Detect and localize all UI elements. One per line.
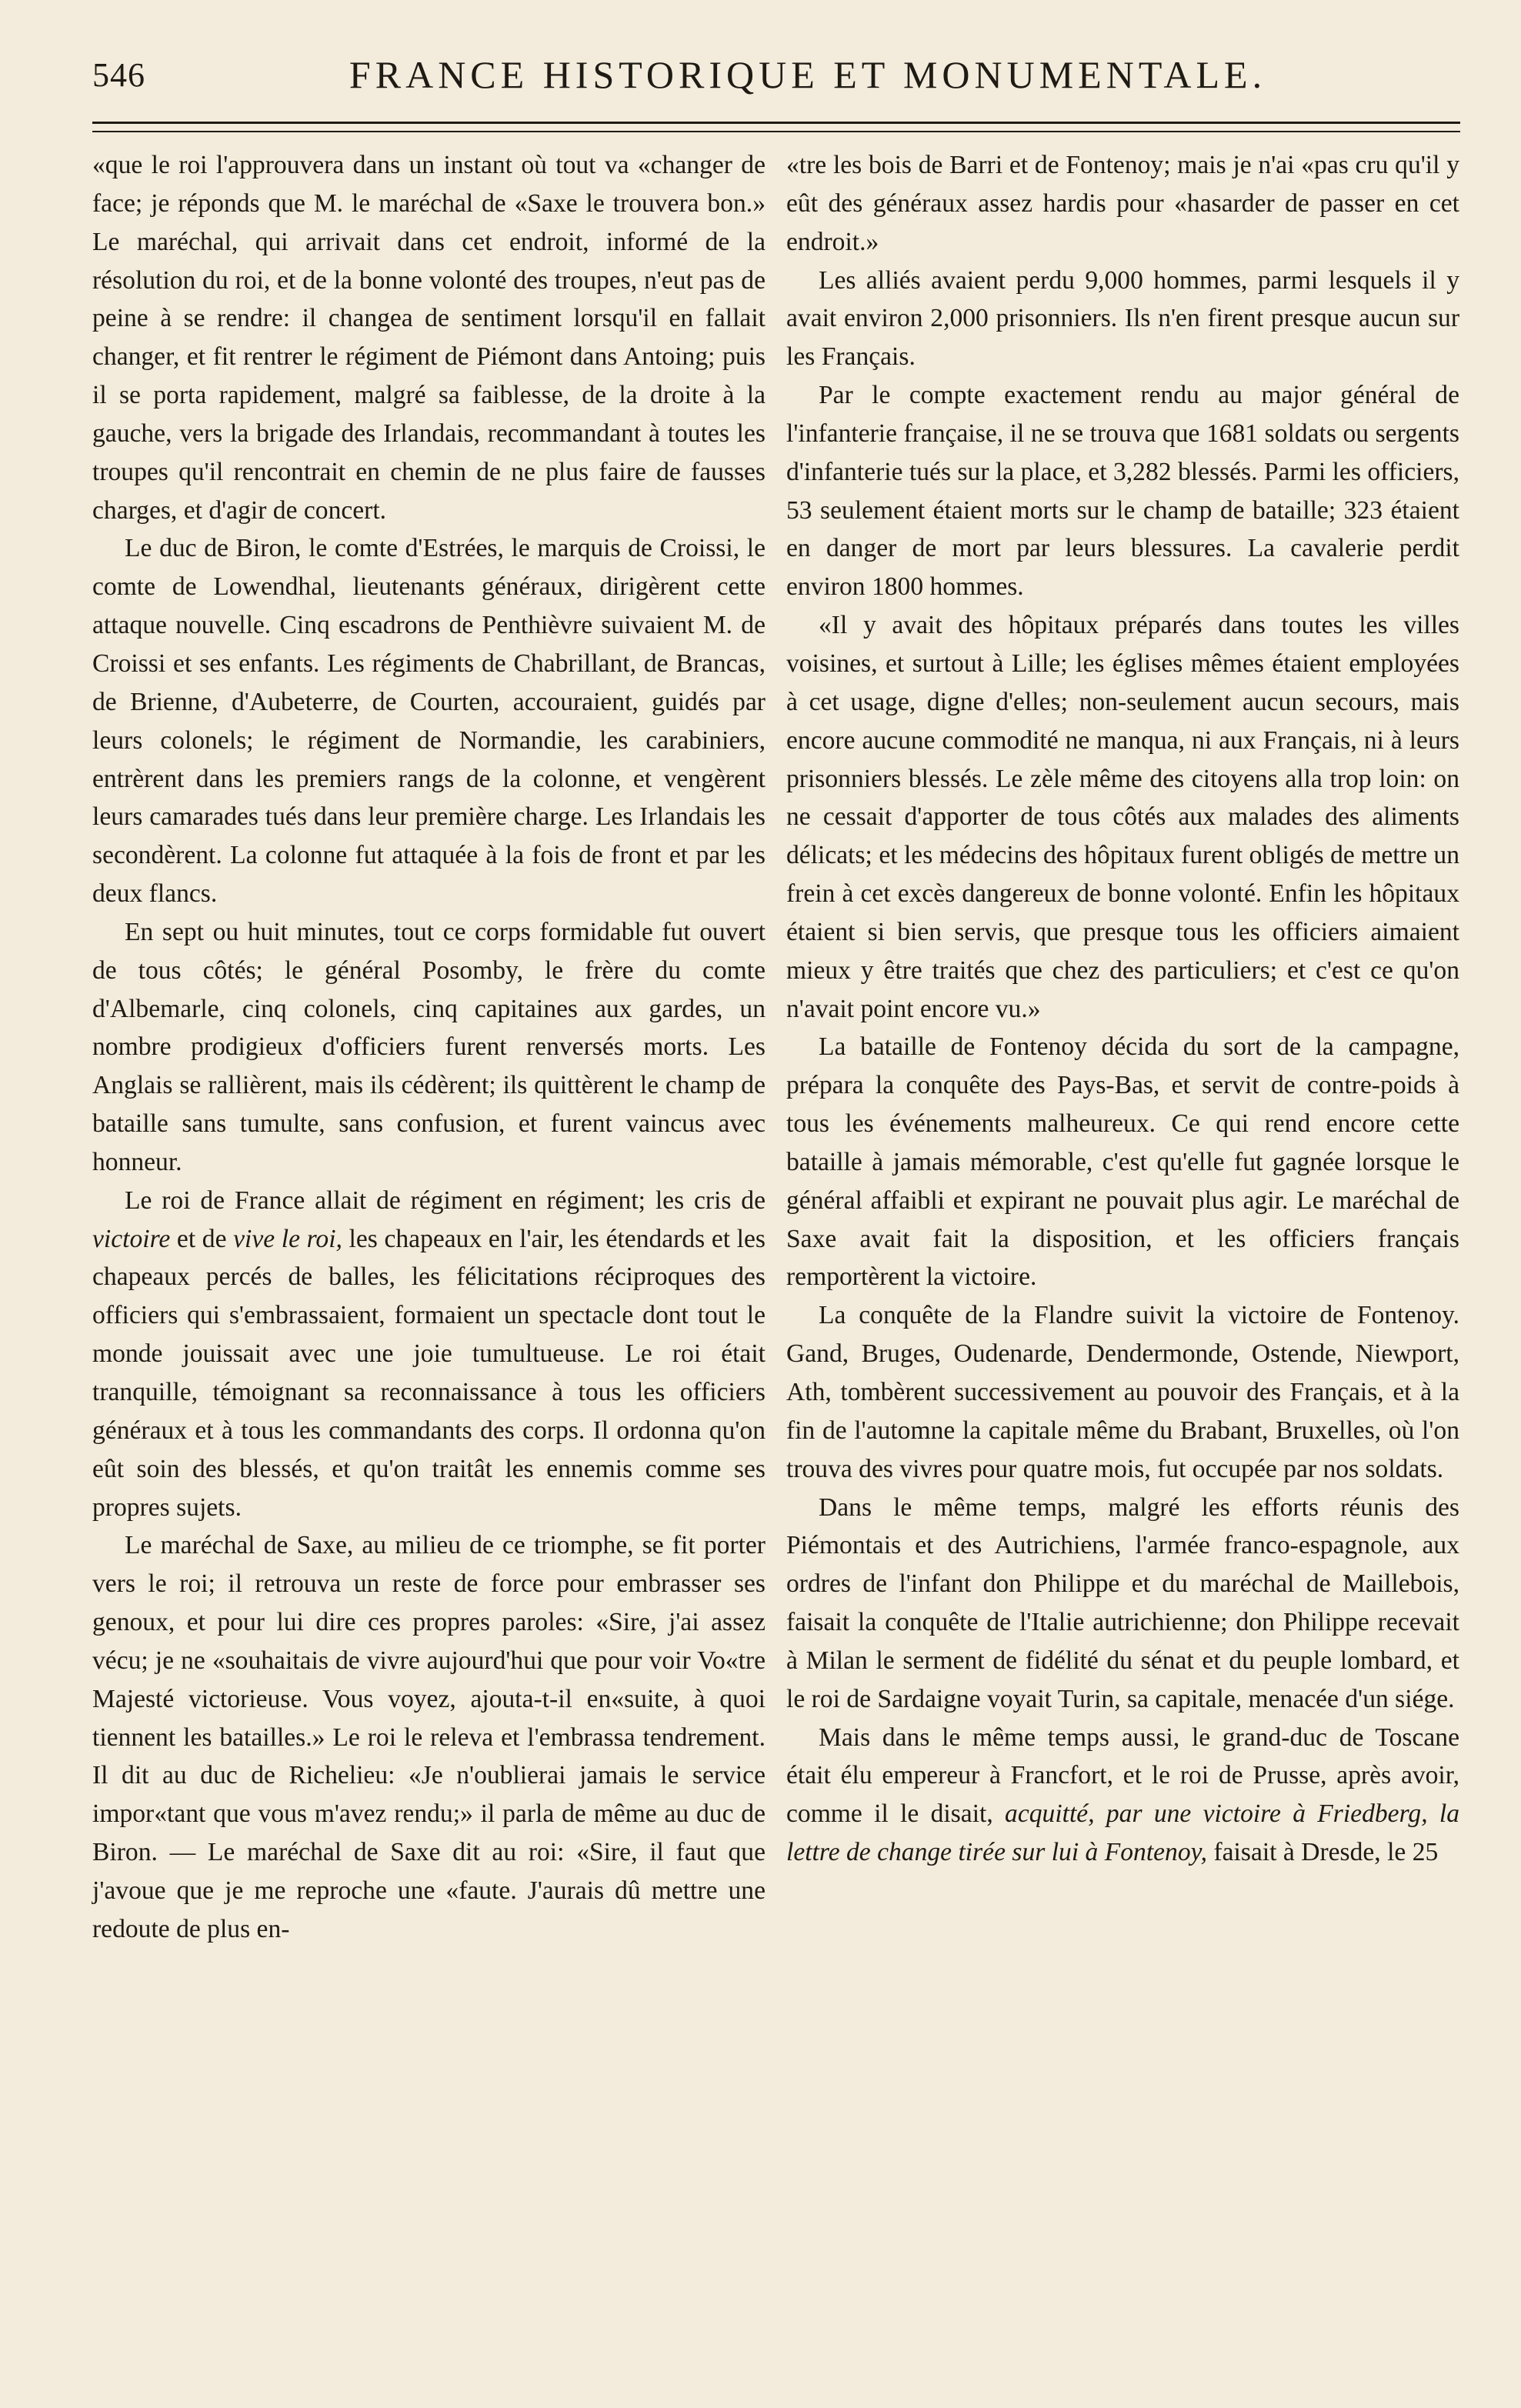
paragraph-right-8: [786, 1719, 1459, 1872]
paragraph-right-6: La conquête de la Flandre suivit la victoire de Fontenoy. Gand, Bruges, Oudenarde, Dendermonde, Ostende, Niewport, Ath, tombèrent successivement au pouvoir des Français, et à la fin de l'automne la capitale même du Brabant, Bruxelles, où l'on trouva des vivres pour quatre mois, fut occupée par nos soldats.: [786, 1301, 1459, 1483]
paragraph-right-1: «tre les bois de Barri et de Fontenoy; mais je n'ai «pas cru qu'il y eût des généraux assez hardis pour «hasarder de passer en cet endroit.»: [786, 151, 1459, 256]
left-column: [92, 146, 766, 1949]
text-run: et de: [170, 1224, 234, 1253]
text-run: Mais dans le même temps aussi, le grand-duc de Toscane était élu empereur à Francfort, et le roi de Prusse, après avoir, comme il le disait,: [786, 1723, 1459, 1829]
text-run: faisait à Dresde, le 25: [1207, 1838, 1439, 1867]
paragraph-left-2: Le duc de Biron, le comte d'Estrées, le marquis de Croissi, le comte de Lowendhal, lieutenants généraux, dirigèrent cette attaque nouvelle. Cinq escadrons de Penthièvre suivaient M. de Croissi et ses enfants. Les régiments de Chabrillant, de Brancas, de Brienne, d'Aubeterre, de Courten, accouraient, guidés par leurs colonels; le régiment de Normandie, les carabiniers, entrèrent dans les premiers rangs de la colonne, et vengèrent leurs camarades tués dans leur première charge. Les Irlandais les secondèrent. La colonne fut attaquée à la fois de front et par les deux flancs.: [92, 534, 766, 909]
text-run: Le roi de France allait de régiment en régiment; les cris de: [125, 1186, 766, 1215]
italic-run: vive le roi,: [233, 1224, 342, 1253]
paragraph-left-5: Le maréchal de Saxe, au milieu de ce triomphe, se fit porter vers le roi; il retrouva un reste de force pour embrasser ses genoux, et pour lui dire ces propres paroles: «Sire, j'ai assez vécu; je ne «souhaitais de vivre aujourd'hui que pour voir Vo«tre Majesté victorieuse. Vous voyez, ajouta-t-il en«suite, à quoi tiennent les batailles.» Le roi le releva et l'embrassa tendrement. Il dit au duc de Richelieu: «Je n'oublierai jamais le service impor«tant que vous m'avez rendu;» il parla de même au duc de Biron. — Le maréchal de Saxe dit au roi: «Sire, il faut que j'avoue que je me reproche une «faute. J'aurais dû mettre une redoute de plus en-: [92, 1531, 766, 1943]
paragraph-right-5: La bataille de Fontenoy décida du sort de la campagne, prépara la conquête des Pays-Bas, et servit de contre-poids à tous les événements malheureux. Ce qui rend encore cette bataille à jamais mémorable, c'est qu'elle fut gagnée lorsque le général affaibli et expirant ne pouvait plus agir. Le maréchal de Saxe avait fait la disposition, et les officiers français remportèrent la victoire.: [786, 1032, 1459, 1292]
paragraph-right-7: Dans le même temps, malgré les efforts réunis des Piémontais et des Autrichiens, l'armée franco-espagnole, aux ordres de l'infant don Philippe et du maréchal de Maillebois, faisait la conquête de l'Italie autrichienne; don Philippe recevait à Milan le serment de fidélité du sénat et du peuple lombard, et le roi de Sardaigne voyait Turin, sa capitale, menacée d'un siége.: [786, 1492, 1459, 1713]
paragraph-right-3: Par le compte exactement rendu au major général de l'infanterie française, il ne se trouva que 1681 soldats ou sergents d'infanterie tués sur la place, et 3,282 blessés. Parmi les officiers, 53 seulement étaient morts sur le champ de bataille; 323 étaient en danger de mort par leurs blessures. La cavalerie perdit environ 1800 hommes.: [786, 381, 1459, 602]
running-title: FRANCE HISTORIQUE ET MONUMENTALE.: [349, 53, 1267, 96]
paragraph-left-4: [92, 1182, 766, 1527]
paragraph-right-4: «Il y avait des hôpitaux préparés dans toutes les villes voisines, et surtout à Lille; les églises mêmes étaient employées à cet usage, digne d'elles; non-seulement aucun secours, mais encore aucune commodité ne manqua, ni aux Français, ni à leurs prisonniers blessés. Le zèle même des citoyens alla trop loin: on ne cessait d'apporter de tous côtés aux malades des aliments délicats; et les médecins des hôpitaux furent obligés de mettre un frein à cet excès dangereux de bonne volonté. Enfin les hôpitaux étaient si bien servis, que presque tous les officiers aimaient mieux y être traités que chez des particuliers; et c'est ce qu'on n'avait point encore vu.»: [786, 611, 1459, 1023]
page-number: 546: [92, 56, 145, 94]
italic-run: acquitté, par une victoire à Friedberg, la lettre de change tirée sur lui à Fontenoy,: [786, 1799, 1459, 1867]
italic-run: victoire: [92, 1224, 171, 1253]
header-rule: [92, 122, 1460, 132]
text-run: les chapeaux en l'air, les étendards et les chapeaux percés de balles, les félicitations réciproques des officiers qui s'embrassaient, formaient un spectacle dont tout le monde jouissait avec une joie tumultueuse. Le roi était tranquille, témoignant sa reconnaissance à tous les officiers généraux et à tous les commandants des corps. Il ordonna qu'on eût soin des blessés, et qu'on traitât les ennemis comme ses propres sujets.: [92, 1224, 766, 1522]
paragraph-left-1: «que le roi l'approuvera dans un instant où tout va «changer de face; je réponds que M. le maréchal de «Saxe le trouvera bon.» Le maréchal, qui arrivait dans cet endroit, informé de la résolution du roi, et de la bonne volonté des troupes, n'eut pas de peine à se rendre: il changea de sentiment lorsqu'il en fallait changer, et fit rentrer le régiment de Piémont dans Antoing; puis il se porta rapidement, malgré sa faiblesse, de la droite à la gauche, vers la brigade des Irlandais, recommandant à toutes les troupes qu'il rencontrait en chemin de ne plus faire de fausses charges, et d'agir de concert.: [92, 151, 766, 525]
paragraph-left-3: En sept ou huit minutes, tout ce corps formidable fut ouvert de tous côtés; le général Posomby, le frère du comte d'Albemarle, cinq colonels, cinq capitaines aux gardes, un nombre prodigieux d'officiers furent renversés morts. Les Anglais se rallièrent, mais ils cédèrent; ils quittèrent le champ de bataille sans tumulte, sans confusion, et furent vaincus avec honneur.: [92, 917, 766, 1176]
right-column: [786, 146, 1459, 1872]
paragraph-right-2: Les alliés avaient perdu 9,000 hommes, parmi lesquels il y avait environ 2,000 prisonniers. Ils n'en firent presque aucun sur les Français.: [786, 265, 1459, 372]
